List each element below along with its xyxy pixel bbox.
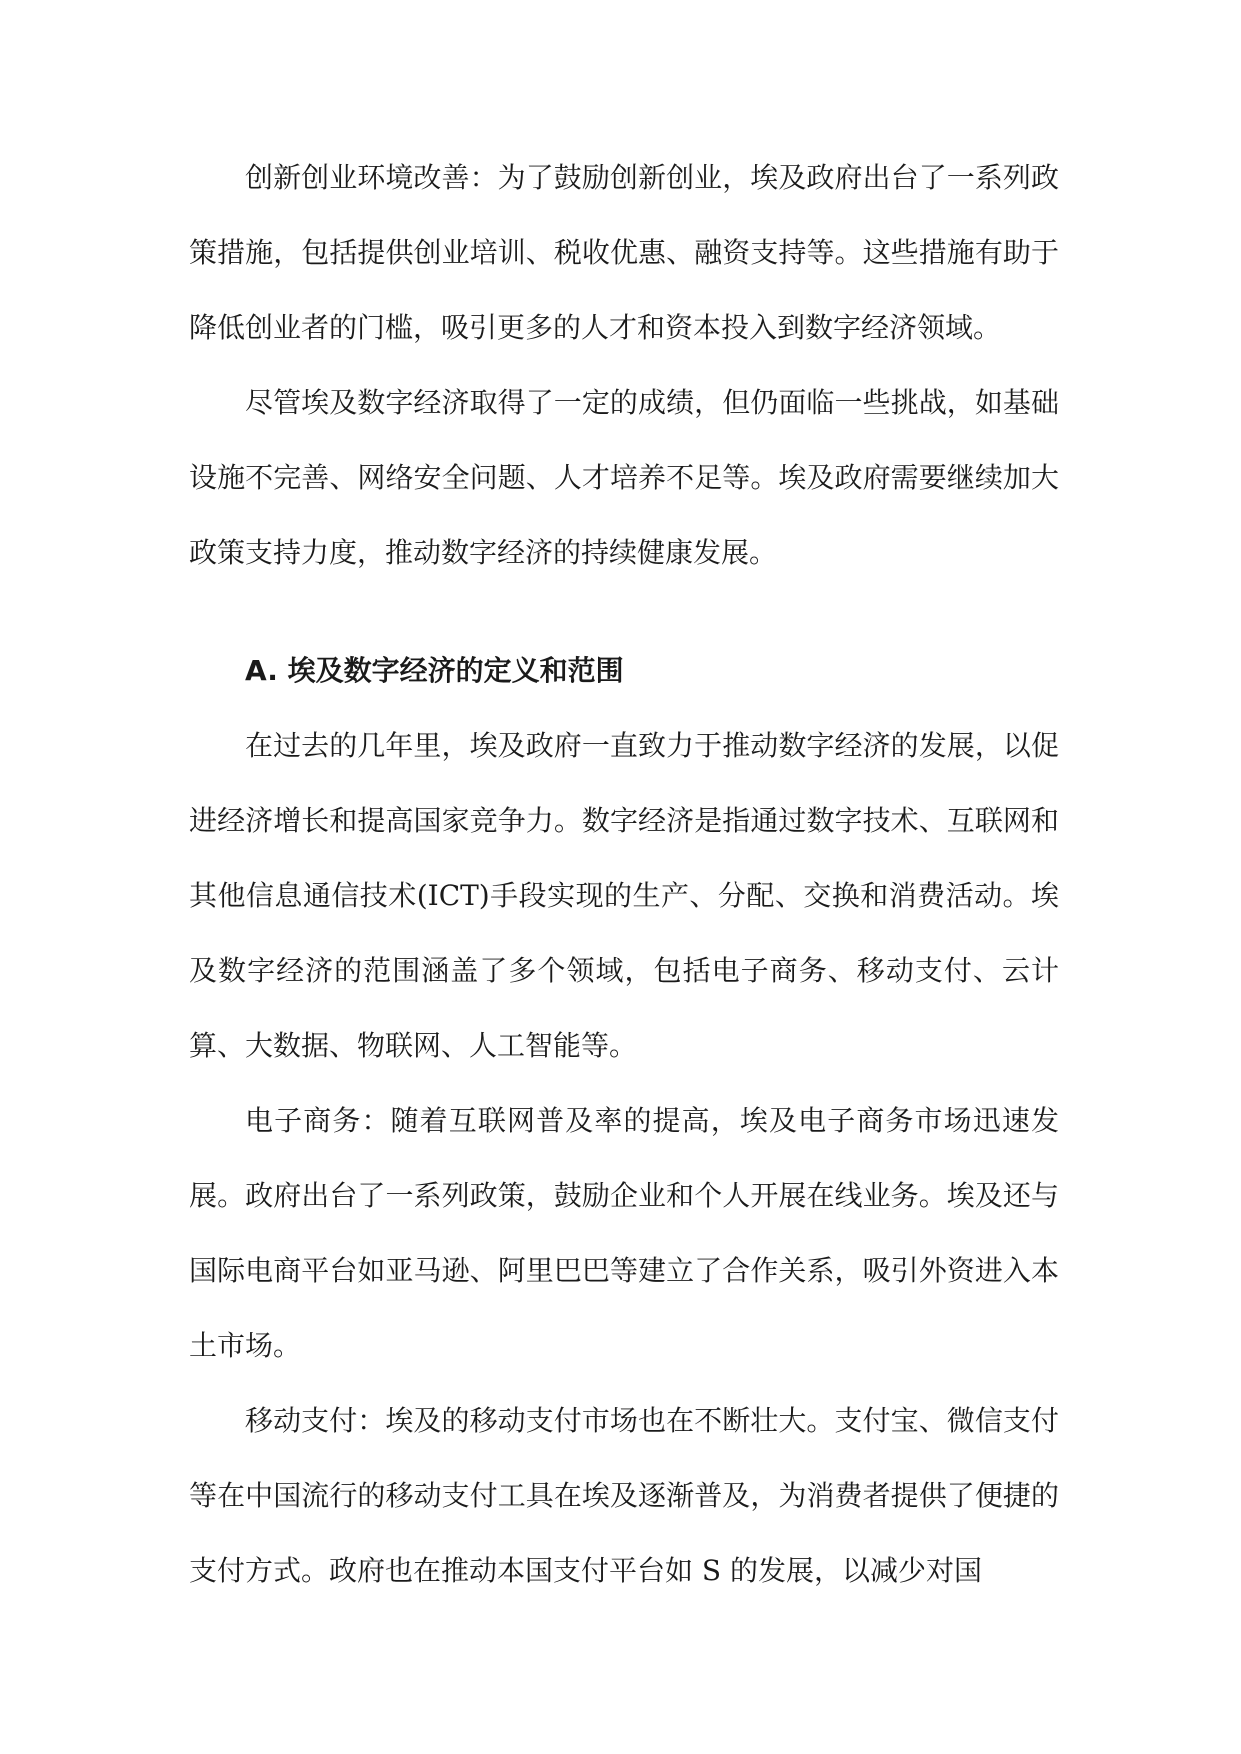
paragraph-e-commerce: 电子商务：随着互联网普及率的提高，埃及电子商务市场迅速发展。政府出台了一系列政策，鼓励企业和个人开展在线业务。埃及还与国际电商平台如亚马逊、阿里巴巴等建立了合作关系，吸引外资进入本土市场。 <box>189 1104 1059 1362</box>
paragraph-definition-scope: 在过去的几年里，埃及政府一直致力于推动数字经济的发展，以促进经济增长和提高国家竞争力。数字经济是指通过数字技术、互联网和其他信息通信技术(ICT)手段实现的生产、分配、交换和消费活动。埃及数字经济的范围涵盖了多个领域，包括电子商务、移动支付、云计算、大数据、物联网、人工智能等。 <box>189 729 1059 1062</box>
paragraph-mobile-payment: 移动支付：埃及的移动支付市场也在不断壮大。支付宝、微信支付等在中国流行的移动支付工具在埃及逐渐普及，为消费者提供了便捷的支付方式。政府也在推动本国支付平台如 S 的发展，以减少对国 <box>189 1404 1059 1587</box>
paragraph-challenges: 尽管埃及数字经济取得了一定的成绩，但仍面临一些挑战，如基础设施不完善、网络安全问题、人才培养不足等。埃及政府需要继续加大政策支持力度，推动数字经济的持续健康发展。 <box>189 386 1059 569</box>
paragraph-innovation-environment: 创新创业环境改善：为了鼓励创新创业，埃及政府出台了一系列政策措施，包括提供创业培训、税收优惠、融资支持等。这些措施有助于降低创业者的门槛，吸引更多的人才和资本投入到数字经济领域。 <box>189 161 1059 344</box>
section-heading: A. 埃及数字经济的定义和范围 <box>245 654 624 687</box>
document-body <box>189 140 1059 1608</box>
